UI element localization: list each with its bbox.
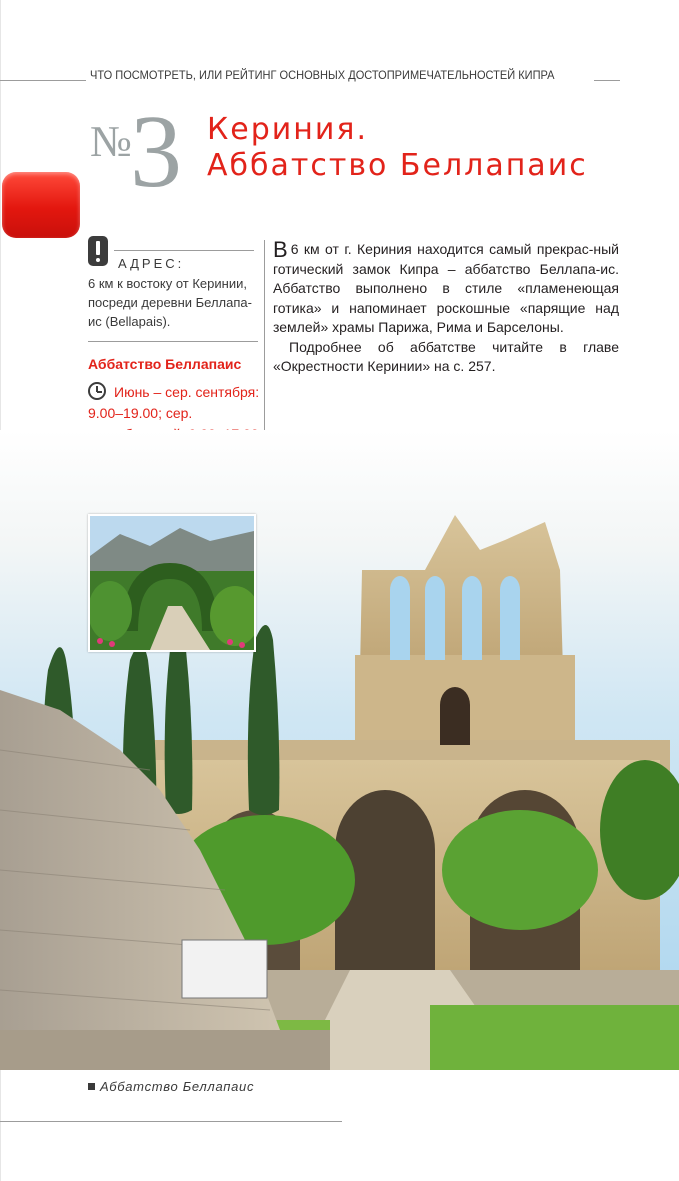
running-header: ЧТО ПОСМОТРЕТЬ, ИЛИ РЕЙТИНГ ОСНОВНЫХ ДОСТОПРИМЕЧАТЕЛЬНОСТЕЙ КИПРА <box>90 68 555 82</box>
exclamation-icon <box>88 236 108 266</box>
garden-illustration <box>90 516 254 650</box>
address-label: АДРЕС: <box>118 256 185 271</box>
place-name: Аббатство Беллапаис <box>88 356 242 372</box>
caption-marker <box>88 1083 95 1090</box>
rank-digit: 3 <box>130 94 182 209</box>
chapter-tab <box>2 172 80 238</box>
title-line-2: Аббатство Беллапаис <box>207 148 588 183</box>
header-rule-right <box>594 80 620 81</box>
drop-cap: В <box>273 237 288 262</box>
page-title <box>207 112 588 184</box>
number-sign: № <box>90 117 132 166</box>
address-text: 6 км к востоку от Керинии, посреди деревни Беллапа-ис (Bellapais). <box>88 276 252 329</box>
address-divider <box>88 341 258 342</box>
address-rule <box>114 250 254 251</box>
opening-hours: Июнь – сер. сентября: 9.00–19.00; сер. <box>88 384 260 421</box>
header-rule-left <box>0 80 86 81</box>
paragraph-2: Подробнее об аббатстве читайте в главе «Окрестности Керинии» на с. 257. <box>273 338 619 374</box>
footer-rule <box>0 1121 342 1122</box>
rank-number <box>90 94 200 210</box>
photo-caption: Аббатство Беллапаис <box>100 1079 255 1094</box>
paragraph-1-text: 6 км от г. Кериния находится самый прекрас-ный готический замок Кипра – аббатство Беллапа-ис. Аббатство выполнено в стиле «пламенеющая готика» и напоминает роскошные «парящие над землей» храмы Парижа, Рима и Барселоны. <box>273 241 619 335</box>
garden-inset-photo <box>88 514 256 652</box>
title-line-1: Кериния. <box>207 112 368 147</box>
article-body <box>273 237 619 377</box>
paragraph-1 <box>273 237 619 338</box>
